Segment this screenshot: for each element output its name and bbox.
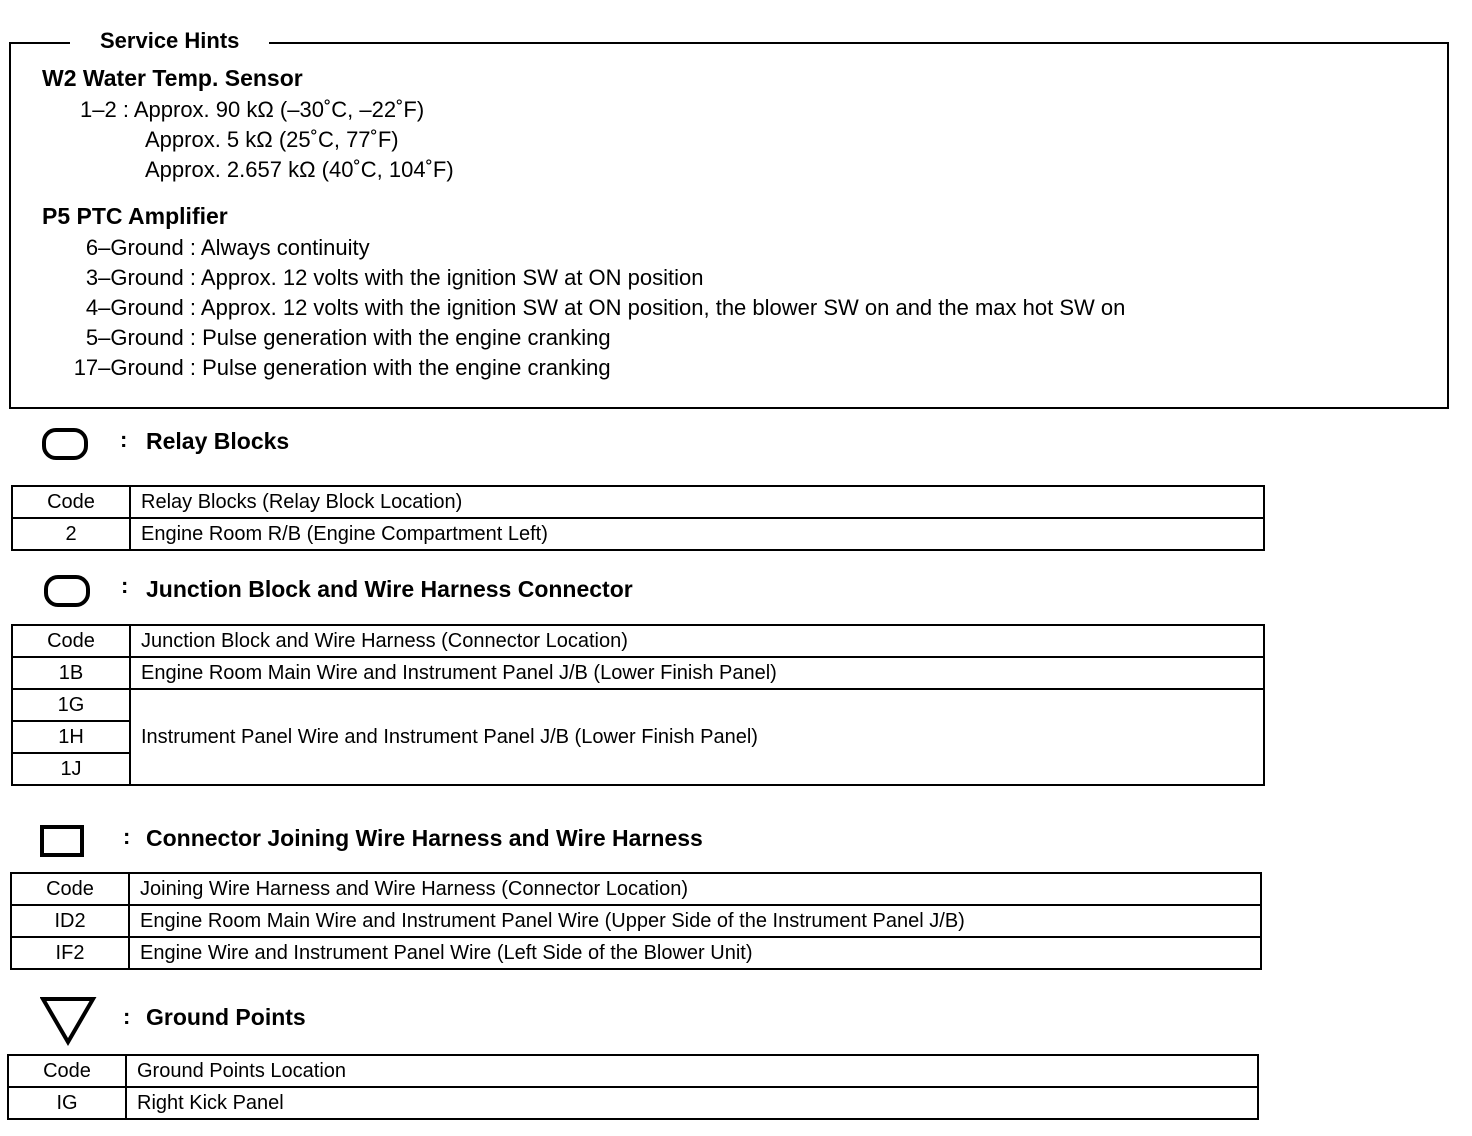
rounded-rect-icon: [42, 426, 90, 462]
p5-line-5-key: 17–Ground :: [73, 355, 196, 380]
header-desc: Joining Wire Harness and Wire Harness (Connector Location): [129, 873, 1261, 905]
triangle-down-icon: [40, 996, 98, 1048]
row-code: 1J: [12, 753, 130, 785]
table-row: [12, 657, 1264, 689]
table-header-row: [12, 625, 1264, 657]
p5-line-1-key: 6–Ground :: [85, 235, 196, 260]
p5-line-1-value: Always continuity: [200, 235, 370, 260]
ground-points-table: [7, 1054, 1259, 1120]
w2-line-1-value: Approx. 90 kΩ (–30˚C, –22˚F): [133, 97, 425, 122]
ground-points-colon: :: [123, 1004, 131, 1029]
w2-line-1-key: 1–2 :: [80, 97, 129, 122]
p5-line-3-value: Approx. 12 volts with the ignition SW at ON position, the blower SW on and the max hot SW on: [200, 295, 1126, 320]
junction-colon: :: [121, 573, 129, 598]
ground-points-legend: [40, 996, 440, 1046]
relay-blocks-title: Relay Blocks: [146, 428, 290, 454]
row-code: 1H: [12, 721, 130, 753]
row-desc: Engine Room Main Wire and Instrument Panel J/B (Lower Finish Panel): [130, 657, 1264, 689]
square-icon: [40, 822, 88, 862]
p5-line-5: [50, 354, 611, 382]
connector-title: Connector Joining Wire Harness and Wire Harness: [146, 825, 703, 851]
junction-title: Junction Block and Wire Harness Connector: [146, 576, 633, 602]
relay-blocks-table: [11, 485, 1265, 551]
header-code: Code: [12, 625, 130, 657]
w2-line-2: [145, 126, 399, 154]
row-desc: Engine Room R/B (Engine Compartment Left): [130, 518, 1264, 550]
header-code: Code: [12, 486, 130, 518]
junction-table: [11, 624, 1265, 786]
w2-line-3: [145, 156, 454, 184]
w2-line-3-value: Approx. 2.657 kΩ (40˚C, 104˚F): [145, 157, 454, 182]
row-code: 1B: [12, 657, 130, 689]
rounded-rect-icon: [44, 574, 92, 610]
p5-line-2: [50, 264, 703, 292]
p5-heading: P5 PTC Amplifier: [42, 203, 228, 229]
p5-line-2-value: Approx. 12 volts with the ignition SW at ON position: [200, 265, 704, 290]
junction-legend: [44, 574, 744, 614]
p5-line-4-value: Pulse generation with the engine cranking: [202, 325, 611, 350]
row-desc: Instrument Panel Wire and Instrument Panel J/B (Lower Finish Panel): [130, 689, 1264, 785]
relay-blocks-colon: :: [120, 427, 128, 452]
p5-line-3: [50, 294, 1125, 322]
table-row: [12, 518, 1264, 550]
relay-blocks-legend: [42, 426, 442, 466]
row-code: IG: [8, 1087, 126, 1119]
connector-table: [10, 872, 1262, 970]
p5-line-1: [50, 234, 370, 262]
table-row: [8, 1087, 1258, 1119]
p5-line-4: [50, 324, 611, 352]
header-desc: Ground Points Location: [126, 1055, 1258, 1087]
table-header-row: [12, 486, 1264, 518]
row-code: 1G: [12, 689, 130, 721]
table-header-row: [8, 1055, 1258, 1087]
connector-colon: :: [123, 824, 131, 849]
p5-line-4-key: 5–Ground :: [85, 325, 196, 350]
w2-line-2-value: Approx. 5 kΩ (25˚C, 77˚F): [145, 127, 399, 152]
table-row: [12, 689, 1264, 721]
row-code: 2: [12, 518, 130, 550]
row-desc: Right Kick Panel: [126, 1087, 1258, 1119]
connector-legend: [40, 822, 800, 862]
w2-line-1: [80, 96, 424, 124]
table-row: [11, 937, 1261, 969]
row-code: IF2: [11, 937, 129, 969]
row-desc: Engine Wire and Instrument Panel Wire (Left Side of the Blower Unit): [129, 937, 1261, 969]
p5-line-3-key: 4–Ground :: [85, 295, 196, 320]
service-hints-title: Service Hints: [70, 26, 269, 56]
ground-points-title: Ground Points: [146, 1004, 306, 1030]
header-code: Code: [8, 1055, 126, 1087]
row-desc: Engine Room Main Wire and Instrument Panel Wire (Upper Side of the Instrument Panel J/B): [129, 905, 1261, 937]
header-code: Code: [11, 873, 129, 905]
table-row: [11, 905, 1261, 937]
row-code: ID2: [11, 905, 129, 937]
table-header-row: [11, 873, 1261, 905]
p5-line-5-value: Pulse generation with the engine cranking: [202, 355, 611, 380]
p5-line-2-key: 3–Ground :: [85, 265, 196, 290]
w2-heading: W2 Water Temp. Sensor: [42, 65, 303, 91]
header-desc: Relay Blocks (Relay Block Location): [130, 486, 1264, 518]
header-desc: Junction Block and Wire Harness (Connector Location): [130, 625, 1264, 657]
